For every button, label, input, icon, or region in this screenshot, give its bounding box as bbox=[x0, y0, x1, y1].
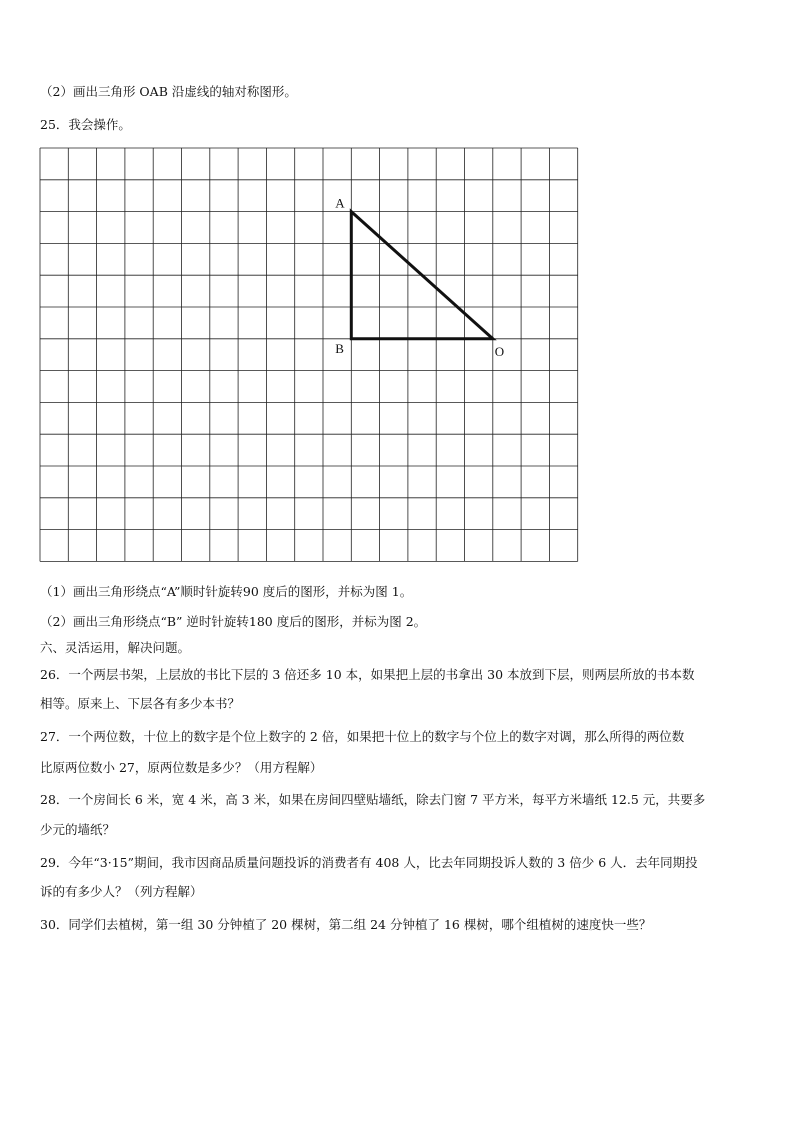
label-a: A bbox=[335, 195, 345, 211]
question-28-line1: 28．一个房间长 6 米，宽 4 米，高 3 米，如果在房间四壁贴墙纸，除去门窗 7 平方米，每平方米墙纸 12.5 元，共要多 bbox=[40, 792, 706, 807]
label-b: B bbox=[335, 340, 344, 356]
prev-question-part2: （2）画出三角形 OAB 沿虚线的轴对称图形。 bbox=[40, 84, 297, 99]
question-26-line1: 26．一个两层书架，上层放的书比下层的 3 倍还多 10 本，如果把上层的书拿出 30 本放到下层，则两层所放的书本数 bbox=[40, 667, 695, 682]
question-30-line1: 30．同学们去植树，第一组 30 分钟植了 20 棵树，第二组 24 分钟植了 16 棵树，哪个组植树的速度快一些？ bbox=[40, 917, 652, 932]
question-25-part2: （2）画出三角形绕点“B” 逆时针旋转180 度后的图形，并标为图 2。 bbox=[40, 614, 427, 629]
question-29-line1: 29．今年“3·15”期间，我市因商品质量问题投诉的消费者有 408 人，比去年同期投诉人数的 3 倍少 6 人．去年同期投 bbox=[40, 855, 698, 870]
question-29-line2: 诉的有多少人？（列方程解） bbox=[40, 884, 203, 899]
question-25-title: 25．我会操作。 bbox=[40, 117, 131, 132]
question-28-line2: 少元的墙纸？ bbox=[40, 822, 116, 837]
question-26-line2: 相等。原来上、下层各有多少本书？ bbox=[40, 696, 241, 711]
question-25-part1: （1）画出三角形绕点“A”顺时针旋转90 度后的图形，并标为图 1。 bbox=[40, 584, 413, 599]
question-27-line1: 27．一个两位数，十位上的数字是个位上数字的 2 倍，如果把十位上的数字与个位上的数字对调，那么所得的两位数 bbox=[40, 729, 685, 744]
section-6-title: 六、灵活运用，解决问题。 bbox=[40, 640, 191, 655]
label-o: O bbox=[494, 343, 505, 359]
question-27-line2: 比原两位数小 27，原两位数是多少？（用方程解） bbox=[40, 760, 323, 775]
